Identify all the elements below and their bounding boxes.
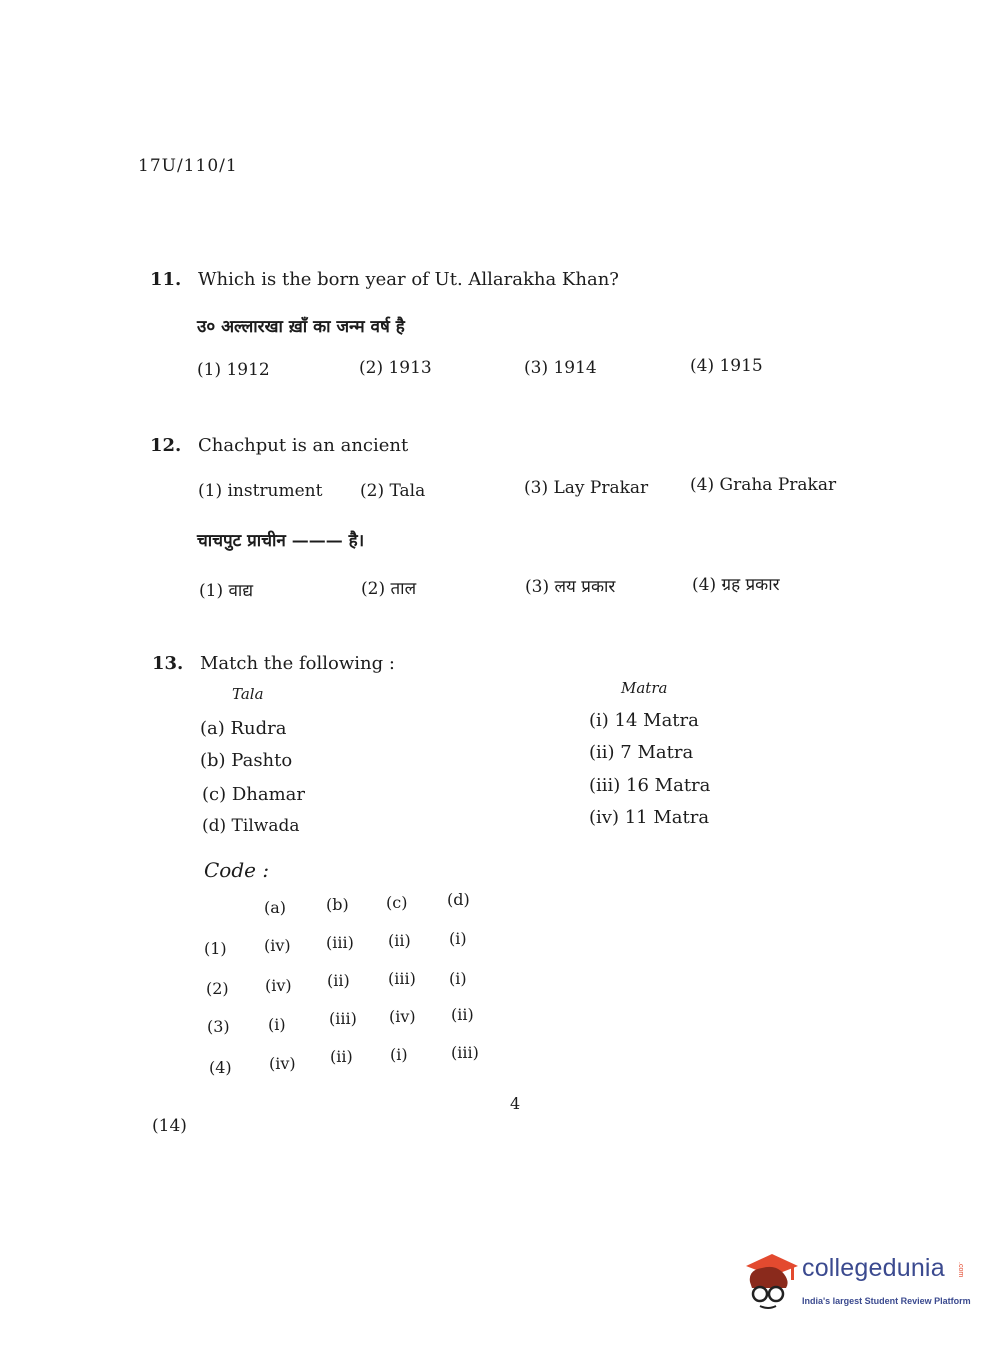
code-header-a: (a)	[264, 898, 287, 917]
code-row-4-c: (i)	[390, 1045, 408, 1064]
q12-hindi-option-2: (2) ताल	[361, 579, 417, 599]
q12-hindi-option-1: (1) वाद्य	[199, 581, 254, 601]
page-number: 4	[510, 1094, 521, 1113]
code-header-c: (c)	[386, 893, 408, 912]
tala-item-d: (d) Tilwada	[202, 816, 300, 836]
mascot-icon	[742, 1252, 800, 1310]
matra-item-iv: (iv) 11 Matra	[589, 807, 710, 828]
code-row-1-c: (ii)	[388, 931, 411, 950]
code-row-4-a: (iv)	[269, 1054, 296, 1073]
code-row-1-option: (1)	[204, 939, 227, 958]
code-row-2-b: (ii)	[327, 971, 350, 990]
tala-item-b: (b) Pashto	[200, 750, 293, 771]
matra-column-header: Matra	[621, 679, 668, 697]
code-row-4-d: (iii)	[451, 1043, 479, 1062]
code-row-4-b: (ii)	[330, 1047, 353, 1066]
q12-option-3: (3) Lay Prakar	[524, 478, 649, 498]
code-row-3-d: (ii)	[451, 1005, 474, 1024]
code-header-d: (d)	[447, 890, 470, 909]
code-row-3-c: (iv)	[389, 1007, 416, 1026]
matra-item-ii: (ii) 7 Matra	[589, 742, 694, 763]
matra-item-i: (i) 14 Matra	[589, 710, 699, 731]
q11-option-2: (2) 1913	[359, 358, 432, 378]
code-row-3-b: (iii)	[329, 1009, 357, 1028]
code-row-3-a: (i)	[268, 1015, 286, 1034]
q11-option-1: (1) 1912	[197, 360, 270, 380]
sheet-number: (14)	[152, 1116, 187, 1136]
q11-hindi-text: उ० अल्लारखा ख़ाँ का जन्म वर्ष है	[197, 317, 405, 337]
code-row-2-a: (iv)	[265, 976, 292, 995]
matra-item-iii: (iii) 16 Matra	[589, 775, 711, 796]
q12-option-2: (2) Tala	[360, 481, 426, 501]
paper-code: 17U/110/1	[138, 156, 238, 176]
code-header-b: (b)	[326, 895, 349, 914]
code-label: Code :	[204, 858, 270, 882]
code-row-1-b: (iii)	[326, 933, 354, 952]
tala-item-a: (a) Rudra	[200, 718, 287, 739]
q11-text: Which is the born year of Ut. Allarakha Khan?	[198, 269, 619, 290]
logo-wordmark: collegedunia	[802, 1254, 945, 1282]
code-row-1-d: (i)	[449, 929, 467, 948]
code-row-3-option: (3)	[207, 1017, 230, 1036]
q12-option-1: (1) instrument	[198, 481, 323, 501]
q11-option-3: (3) 1914	[524, 358, 597, 378]
q12-hindi-option-3: (3) लय प्रकार	[525, 577, 616, 597]
tala-column-header: Tala	[232, 685, 264, 703]
code-row-1-a: (iv)	[264, 936, 291, 955]
logo-tagline: India's largest Student Review Platform	[802, 1296, 971, 1306]
q11-number: 11.	[150, 269, 182, 290]
code-row-4-option: (4)	[209, 1058, 232, 1077]
tala-item-c: (c) Dhamar	[202, 784, 306, 805]
q13-number: 13.	[152, 653, 184, 674]
q12-hindi-text: चाचपुट प्राचीन ——— है।	[197, 531, 365, 551]
q12-hindi-option-4: (4) ग्रह प्रकार	[692, 575, 780, 595]
logo-domain: .com	[957, 1262, 964, 1278]
code-row-2-d: (i)	[449, 969, 467, 988]
q13-text: Match the following :	[200, 653, 395, 674]
code-row-2-c: (iii)	[388, 969, 416, 988]
q12-number: 12.	[150, 435, 182, 456]
q12-option-4: (4) Graha Prakar	[690, 475, 837, 495]
code-row-2-option: (2)	[206, 979, 229, 998]
collegedunia-logo	[742, 1252, 972, 1314]
q11-option-4: (4) 1915	[690, 356, 763, 376]
q12-text: Chachput is an ancient	[198, 435, 409, 456]
